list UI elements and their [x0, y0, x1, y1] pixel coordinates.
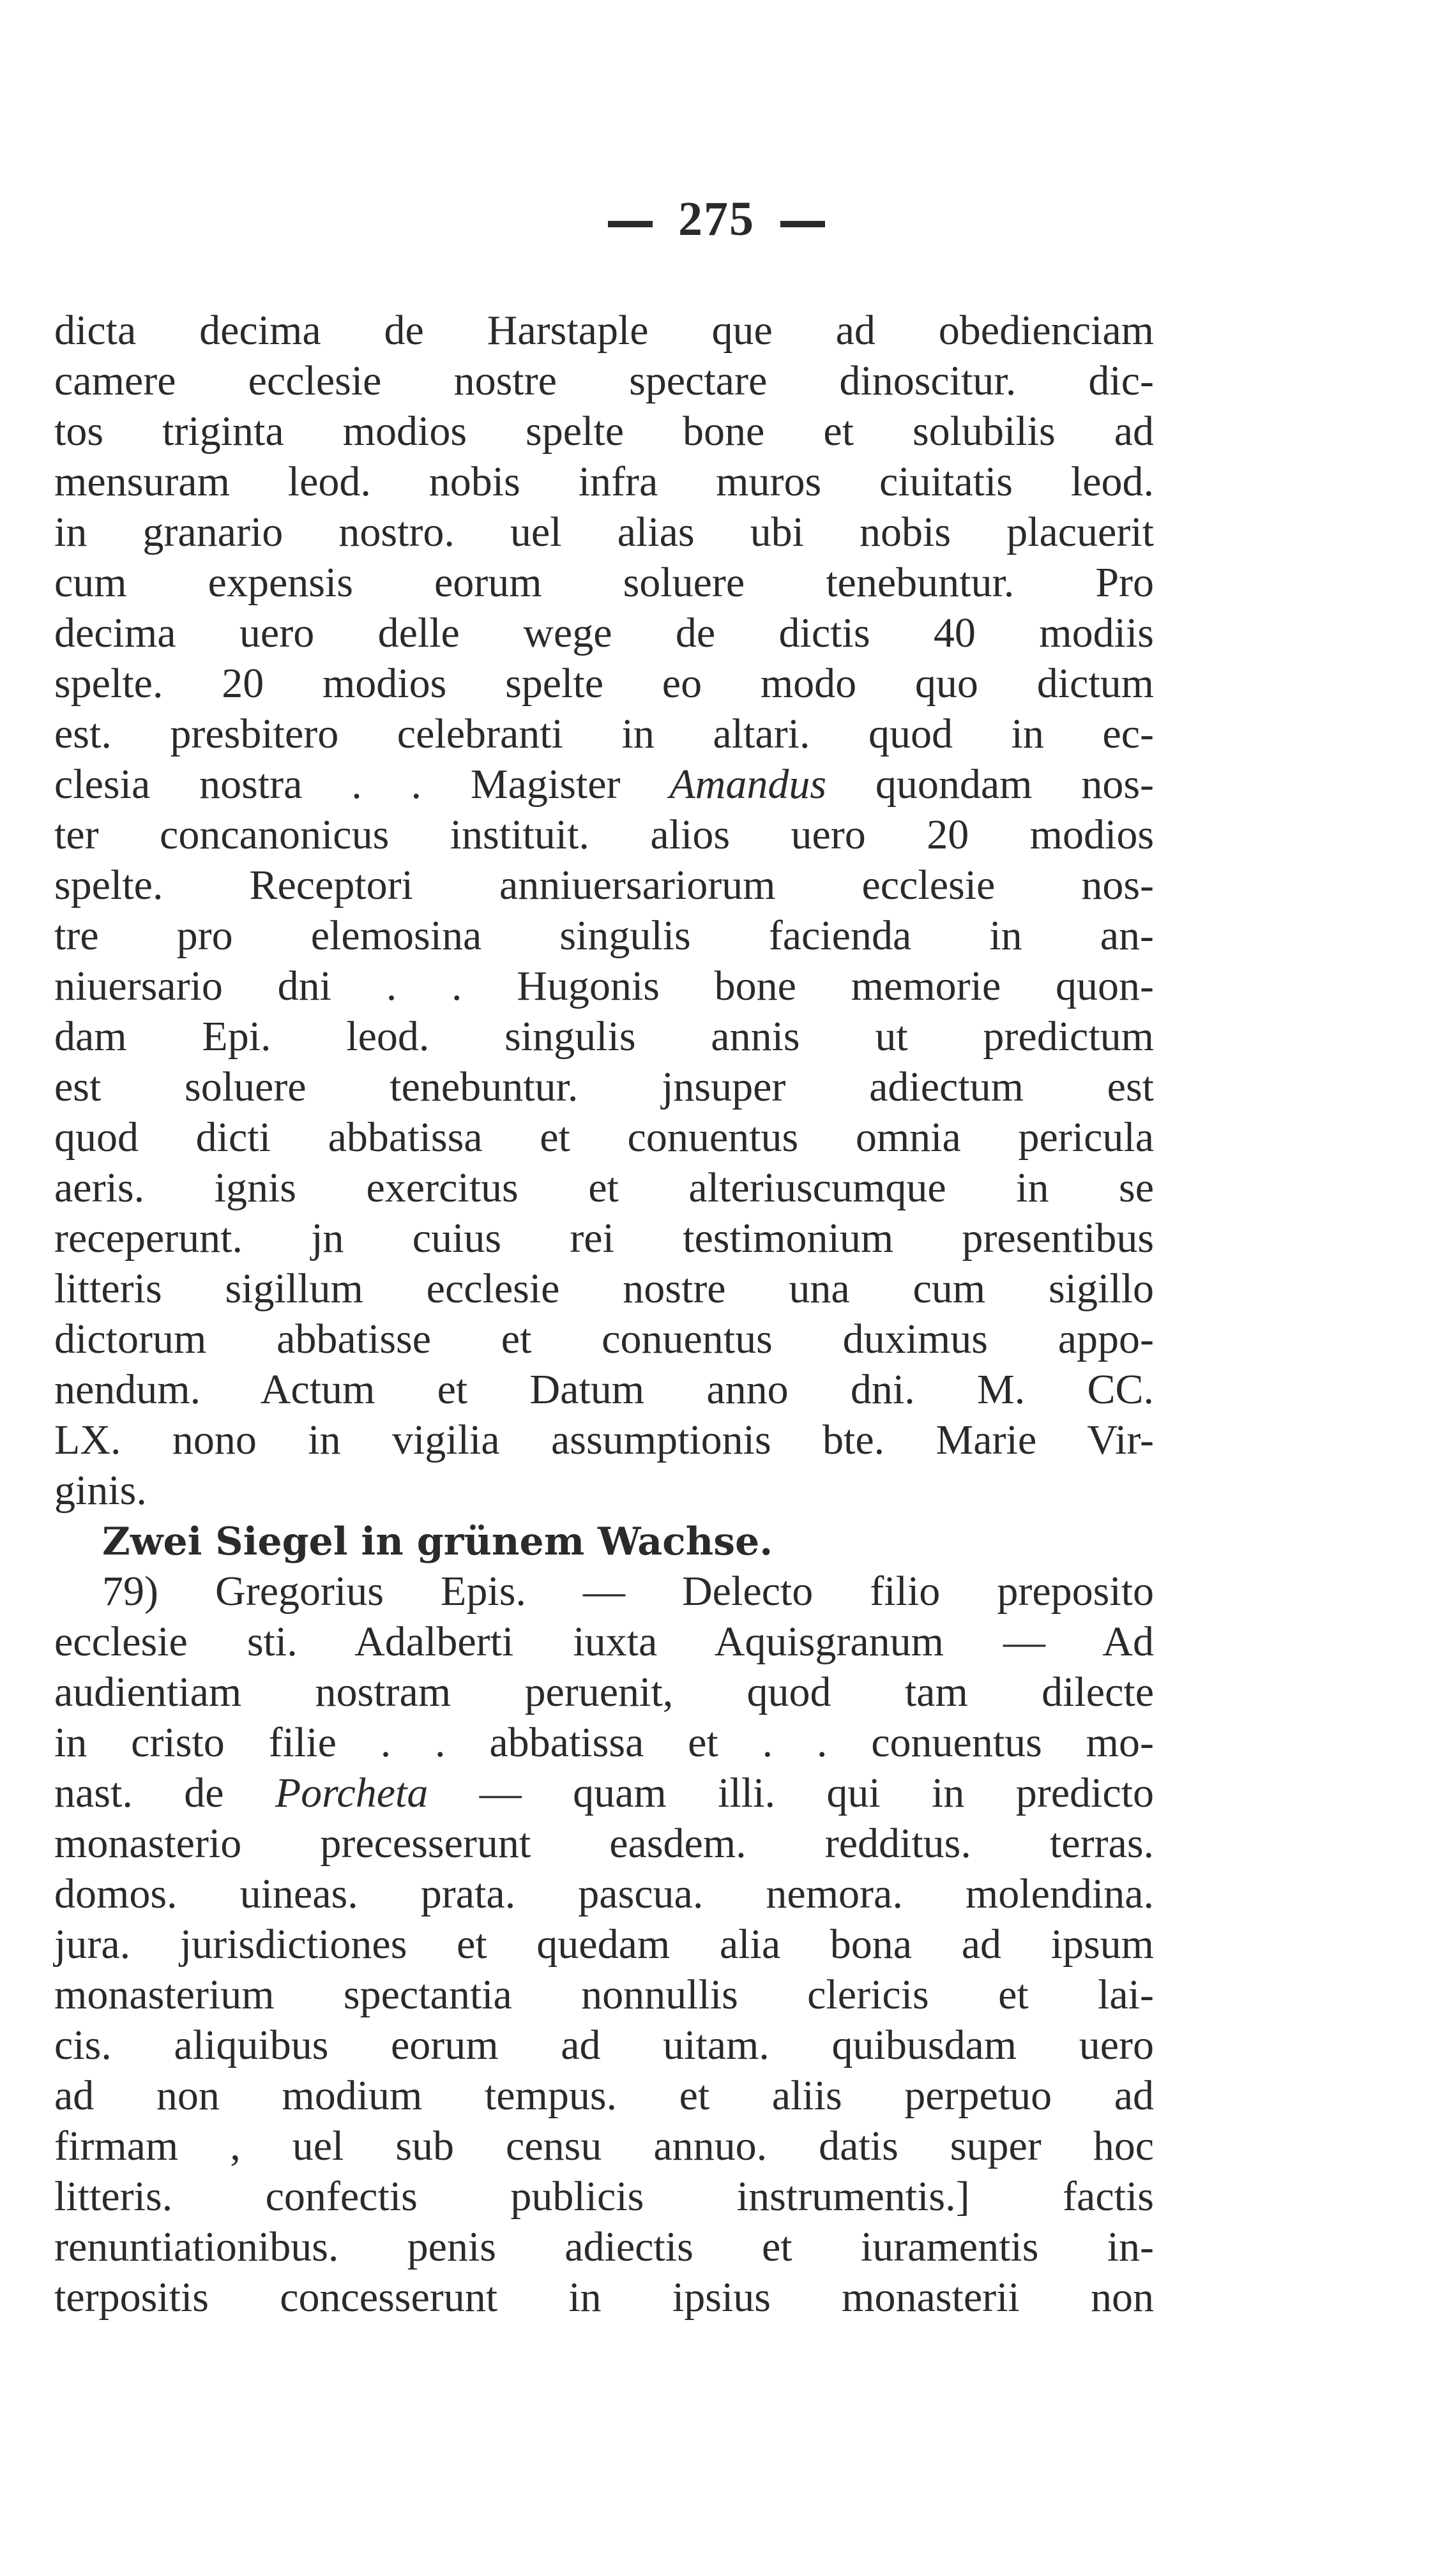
line-text: quondam nos-	[826, 761, 1154, 808]
text-line	[54, 1112, 1154, 1163]
text-line	[54, 1667, 1154, 1717]
text-line	[54, 2070, 1154, 2121]
line-text: ad non modium tempus. et aliis perpetuo ad	[54, 2072, 1154, 2119]
text-line	[54, 507, 1154, 557]
text-line	[54, 2121, 1154, 2171]
line-text: tre pro elemosina singulis facienda in an-	[54, 912, 1154, 959]
text-line	[54, 2222, 1154, 2272]
line-text: est. presbitero celebranti in altari. quod in ec-	[54, 711, 1154, 757]
text-line	[54, 658, 1154, 709]
dash-left	[608, 221, 653, 227]
line-text: niuersario dni . . Hugonis bone memorie quon-	[54, 963, 1154, 1009]
text-line	[54, 608, 1154, 658]
text-line	[54, 709, 1154, 759]
text-line	[54, 1566, 1154, 1616]
line-text: in granario nostro. uel alias ubi nobis placuerit	[54, 509, 1154, 555]
text-line	[54, 1717, 1154, 1768]
text-line	[54, 2020, 1154, 2070]
line-text: renuntiationibus. penis adiectis et iuramentis in-	[54, 2224, 1154, 2270]
line-text: terpositis concesserunt in ipsius monasterii non	[54, 2274, 1154, 2321]
seal-note-line	[54, 1516, 1154, 1566]
text-line	[54, 2171, 1154, 2222]
text-line	[54, 1970, 1154, 2020]
line-text: audientiam nostram peruenit, quod tam dilecte	[54, 1669, 1154, 1715]
text-line	[54, 1263, 1154, 1314]
text-line	[54, 1919, 1154, 1970]
line-text: jura. jurisdictiones et quedam alia bona ad ipsum	[54, 1921, 1154, 1968]
text-line	[54, 356, 1154, 406]
line-text: nendum. Actum et Datum anno dni. M. CC.	[54, 1366, 1154, 1413]
text-line	[54, 961, 1154, 1011]
page-number	[0, 192, 1433, 247]
line-text: nast. de	[54, 1770, 275, 1816]
text-line	[54, 305, 1154, 356]
text-line	[54, 810, 1154, 860]
line-text: camere ecclesie nostre spectare dinoscitur. dic-	[54, 358, 1154, 404]
line-text: dictorum abbatisse et conuentus duximus appo-	[54, 1316, 1154, 1362]
line-text: receperunt. jn cuius rei testimonium presentibus	[54, 1215, 1154, 1262]
line-text: decima uero delle wege de dictis 40 modiis	[54, 610, 1154, 656]
text-line	[54, 1768, 1154, 1818]
line-text: tos triginta modios spelte bone et solubilis ad	[54, 408, 1154, 455]
document-body-text	[54, 305, 1154, 2323]
line-text: litteris. confectis publicis instrumentis.] factis	[54, 2173, 1154, 2220]
text-line	[54, 1314, 1154, 1364]
page-number-text: 275	[678, 192, 755, 246]
text-line	[54, 1062, 1154, 1112]
text-line	[54, 1465, 1154, 1516]
line-text: aeris. ignis exercitus et alteriuscumque in se	[54, 1164, 1154, 1211]
line-text: quod dicti abbatissa et conuentus omnia pericula	[54, 1114, 1154, 1161]
line-text: dicta decima de Harstaple que ad obedienciam	[54, 307, 1154, 354]
line-text: mensuram leod. nobis infra muros ciuitatis leod.	[54, 458, 1154, 505]
dash-right	[780, 221, 825, 227]
italic-name: Amandus	[669, 761, 827, 808]
line-text: ginis.	[54, 1467, 147, 1514]
text-line	[54, 1616, 1154, 1667]
line-text: — quam illi. qui in predicto	[428, 1770, 1154, 1816]
line-text: LX. nono in vigilia assumptionis bte. Marie Vir-	[54, 1417, 1154, 1463]
text-line	[54, 1415, 1154, 1465]
text-line	[54, 1364, 1154, 1415]
line-text: ecclesie sti. Adalberti iuxta Aquisgranum — Ad	[54, 1618, 1154, 1665]
line-text: est soluere tenebuntur. jnsuper adiectum est	[54, 1064, 1154, 1110]
line-text: dam Epi. leod. singulis annis ut predictum	[54, 1013, 1154, 1060]
italic-name: Porcheta	[275, 1770, 428, 1816]
text-line	[54, 1213, 1154, 1263]
line-text: ter concanonicus instituit. alios uero 20 modios	[54, 811, 1154, 858]
line-text: cum expensis eorum soluere tenebuntur. Pro	[54, 559, 1154, 606]
line-text: spelte. 20 modios spelte eo modo quo dictum	[54, 660, 1154, 707]
line-text: cis. aliquibus eorum ad uitam. quibusdam uero	[54, 2022, 1154, 2068]
text-line	[54, 910, 1154, 961]
line-text: spelte. Receptori anniuersariorum ecclesie nos-	[54, 862, 1154, 908]
text-line	[54, 456, 1154, 507]
line-text: firmam , uel sub censu annuo. datis super hoc	[54, 2123, 1154, 2169]
text-line	[54, 1869, 1154, 1919]
line-text: clesia nostra . . Magister	[54, 761, 670, 808]
line-text: 79) Gregorius Epis. — Delecto filio preposito	[102, 1568, 1154, 1615]
text-line	[54, 759, 1154, 810]
text-line	[54, 406, 1154, 456]
line-text: monasterio precesserunt easdem. redditus. terras.	[54, 1820, 1154, 1867]
line-text: litteris sigillum ecclesie nostre una cum sigillo	[54, 1265, 1154, 1312]
text-line	[54, 2272, 1154, 2323]
text-line	[54, 1163, 1154, 1213]
line-text: Zwei Siegel in grünem Wachse.	[102, 1519, 773, 1564]
line-text: domos. uineas. prata. pascua. nemora. molendina.	[54, 1871, 1154, 1917]
text-line	[54, 860, 1154, 910]
line-text: in cristo filie . . abbatissa et . . conuentus mo-	[54, 1719, 1154, 1766]
text-line	[54, 557, 1154, 608]
text-line	[54, 1818, 1154, 1869]
text-line	[54, 1011, 1154, 1062]
line-text: monasterium spectantia nonnullis clericis et lai-	[54, 1971, 1154, 2018]
